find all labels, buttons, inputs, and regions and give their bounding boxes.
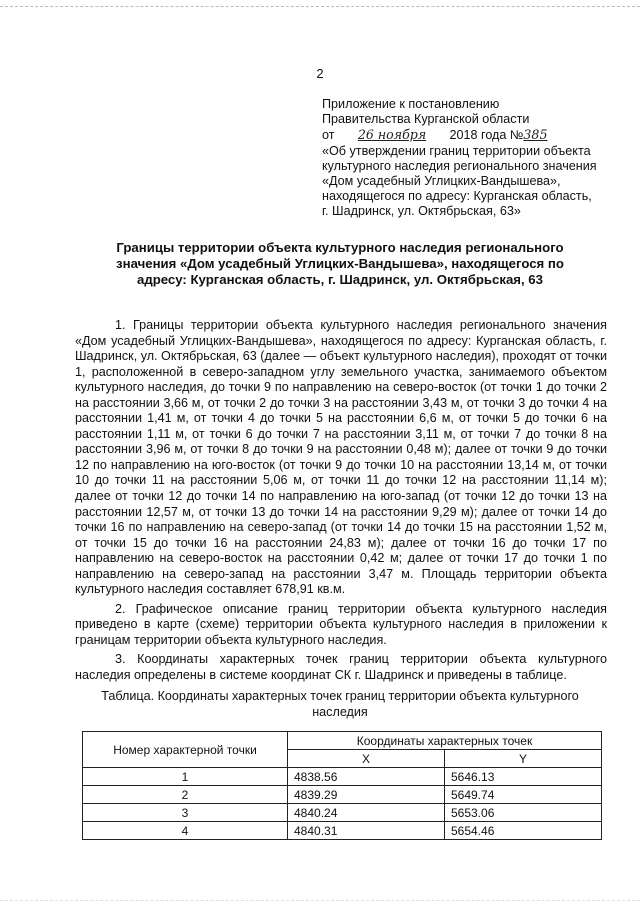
handwritten-date: 26 ноября — [357, 127, 427, 143]
paragraph-2: 2. Графическое описание границ территории объекта культурного наследия приведено в карте (схеме) территории объекта культурного наследия в приложении к границам территории объекта культурного наследия. — [75, 601, 607, 647]
appendix-line: культурного наследия регионального значения — [322, 158, 597, 173]
appendix-line: г. Шадринск, ул. Октябрьская, 63» — [322, 204, 521, 219]
appendix-line: Правительства Курганской области — [322, 112, 530, 127]
document-body — [75, 318, 607, 688]
appendix-header — [322, 97, 622, 220]
cell-point: 3 — [83, 804, 288, 822]
cell-point: 1 — [83, 768, 288, 786]
table-row — [83, 768, 602, 786]
cell-point: 4 — [83, 822, 288, 840]
scan-edge-top — [0, 6, 640, 9]
table-row — [83, 786, 602, 804]
date-prefix: от — [322, 128, 335, 143]
appendix-line: «Дом усадебный Углицких-Вандышева», — [322, 174, 561, 189]
cell-point: 2 — [83, 786, 288, 804]
header-y: Y — [444, 750, 601, 768]
cell-y: 5646.13 — [444, 768, 601, 786]
cell-x: 4840.31 — [288, 822, 445, 840]
header-point-number: Номер характерной точки — [83, 732, 288, 768]
appendix-line: «Об утверждении границ территории объекта — [322, 143, 591, 158]
header-coordinates: Координаты характерных точек — [288, 732, 602, 750]
table-caption: Таблица. Координаты характерных точек границ территории объекта культурного наследия — [101, 689, 579, 719]
paragraph-1: 1. Границы территории объекта культурного наследия регионального значения «Дом усадебный Углицких-Вандышева», находящегося по адресу: Курганская область, г. Шадринск, ул. Октябрьская, 63 (далее — объект культурного наследия), проходят от точки 1, расположенной в северо-западном углу земельного участка, занимаемого объектом культурного наследия, до точки 9 по направлению на северо-восток (от точки 1 до точки 2 на расстоянии 3,66 м, от точки 2 до точки 3 на расстоянии 3,43 м, от точки 3 до точки 4 на расстоянии 1,41 м, от точки 4 до точки 5 на расстоянии 6,6 м, от точки 5 до точки 6 на расстоянии 1,11 м, от точки 6 до точки 7 на расстоянии 3,11 м, от точки 7 до точки 8 на расстоянии 3,96 м, от точки 8 до точки 9 на расстоянии 0,48 м); далее от точки 9 до точки 12 по направлению на юго-восток (от точки 9 до точки 10 на расстоянии 13,14 м, от точки 10 до точки 11 на расстоянии 5,06 м, от точки 11 до точки 12 на расстоянии 11,14 м); далее от точки 12 до точки 14 по направлению на юго-запад (от точки 12 до точки 13 на расстоянии 12,57 м, от точки 13 до точки 14 на расстоянии 9,29 м); далее от точки 14 до точки 16 по направлению на северо-запад (от точки 14 до точки 15 на расстоянии 1,52 м, от точки 15 до точки 16 на расстоянии 24,83 м); далее от точки 16 до точки 17 по направлению на северо-восток на расстоянии 0,42 м; далее от точки 17 до точки 1 по направлению на северо-запад на расстоянии 3,47 м. Площадь территории объекта культурного наследия составляет 678,91 кв.м. — [75, 318, 607, 597]
date-suffix: 2018 года № — [449, 128, 524, 143]
appendix-line: Приложение к постановлению — [322, 97, 500, 111]
table-header-row — [83, 732, 602, 750]
document-title: Границы территории объекта культурного наследия регионального значения «Дом усадебный Углицких-Вандышева», находящегося по адресу: Курганская область, г. Шадринск, ул. Октябрьская, 63 — [116, 240, 564, 288]
cell-x: 4839.29 — [288, 786, 445, 804]
appendix-line: находящегося по адресу: Курганская область, — [322, 189, 592, 204]
cell-x: 4838.56 — [288, 768, 445, 786]
header-x: X — [288, 750, 445, 768]
appendix-date-line — [322, 127, 622, 143]
cell-x: 4840.24 — [288, 804, 445, 822]
handwritten-number: 385 — [523, 127, 548, 143]
page-number: 2 — [316, 66, 324, 81]
table-row — [83, 822, 602, 840]
cell-y: 5654.46 — [444, 822, 601, 840]
coordinates-table — [82, 731, 602, 840]
paragraph-3: 3. Координаты характерных точек границ территории объекта культурного наследия определены в системе координат СК г. Шадринск и приведены в таблице. — [75, 652, 607, 683]
cell-y: 5653.06 — [444, 804, 601, 822]
scan-edge-bottom — [0, 900, 640, 901]
table-row — [83, 804, 602, 822]
cell-y: 5649.74 — [444, 786, 601, 804]
